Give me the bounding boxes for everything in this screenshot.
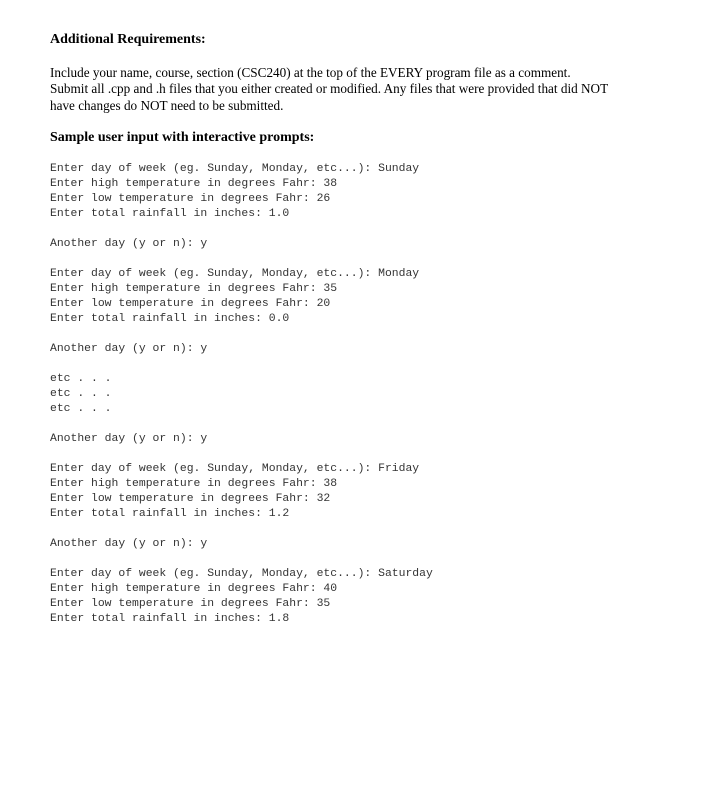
console-line: Enter low temperature in degrees Fahr: 26 xyxy=(50,193,331,205)
paragraph-line: have changes do NOT need to be submitted. xyxy=(50,97,284,113)
heading-sample-input: Sample user input with interactive prompts: xyxy=(50,130,315,145)
console-line: etc . . . xyxy=(50,373,112,385)
requirements-paragraph xyxy=(50,65,690,114)
sample-console-output xyxy=(50,162,433,627)
console-line: Enter low temperature in degrees Fahr: 35 xyxy=(50,598,331,610)
console-blank-line xyxy=(50,252,433,267)
console-line: Enter high temperature in degrees Fahr: 38 xyxy=(50,178,338,190)
console-line: Enter day of week (eg. Sunday, Monday, etc...): Sunday xyxy=(50,163,420,175)
console-blank-line xyxy=(50,447,433,462)
console-line: Enter total rainfall in inches: 1.0 xyxy=(50,208,290,220)
console-blank-line xyxy=(50,522,433,537)
console-blank-line xyxy=(50,552,433,567)
console-blank-line xyxy=(50,222,433,237)
console-line: Enter high temperature in degrees Fahr: 35 xyxy=(50,283,338,295)
console-line: Enter total rainfall in inches: 0.0 xyxy=(50,313,290,325)
paragraph-line: Submit all .cpp and .h files that you either created or modified. Any files that were provided that did NOT xyxy=(50,81,609,97)
console-blank-line xyxy=(50,357,433,372)
console-line: Another day (y or n): y xyxy=(50,343,208,355)
console-line: Another day (y or n): y xyxy=(50,538,208,550)
console-line: etc . . . xyxy=(50,388,112,400)
console-line: Another day (y or n): y xyxy=(50,433,208,445)
console-line: Enter day of week (eg. Sunday, Monday, etc...): Monday xyxy=(50,268,420,280)
console-line: Enter high temperature in degrees Fahr: 40 xyxy=(50,583,338,595)
console-line: Enter low temperature in degrees Fahr: 20 xyxy=(50,298,331,310)
console-line: Enter total rainfall in inches: 1.8 xyxy=(50,613,290,625)
heading-additional-requirements: Additional Requirements: xyxy=(50,32,206,47)
console-blank-line xyxy=(50,327,433,342)
console-line: Enter low temperature in degrees Fahr: 32 xyxy=(50,493,331,505)
console-line: Another day (y or n): y xyxy=(50,238,208,250)
console-line: Enter high temperature in degrees Fahr: 38 xyxy=(50,478,338,490)
console-line: Enter day of week (eg. Sunday, Monday, etc...): Friday xyxy=(50,463,420,475)
console-line: etc . . . xyxy=(50,403,112,415)
console-line: Enter total rainfall in inches: 1.2 xyxy=(50,508,290,520)
console-line: Enter day of week (eg. Sunday, Monday, etc...): Saturday xyxy=(50,568,433,580)
paragraph-line: Include your name, course, section (CSC240) at the top of the EVERY program file as a comment. xyxy=(50,65,571,80)
console-blank-line xyxy=(50,417,433,432)
